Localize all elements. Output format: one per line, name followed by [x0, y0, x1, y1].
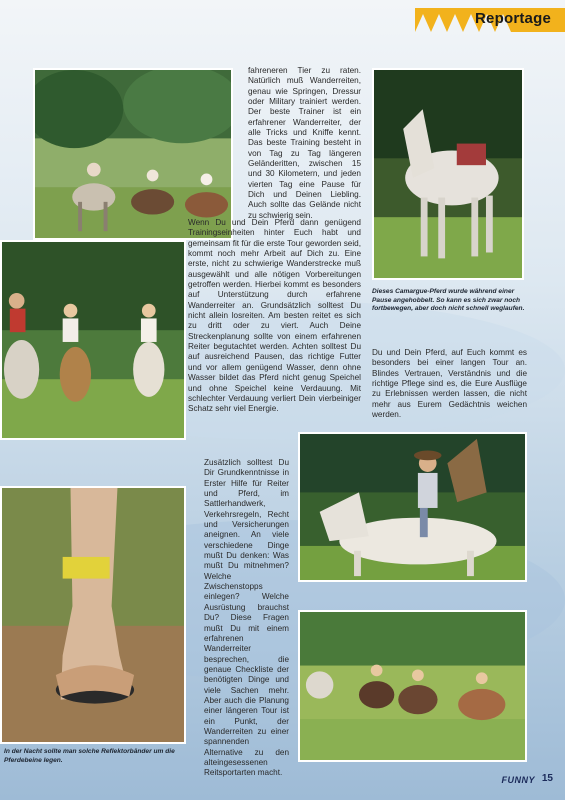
article-column-3: Zusätzlich solltest Du Dir Grundkenntnisse in Erster Hilfe für Reiter und Pferd, im Sattlerhandwerk, Verkehrsregeln, Recht und Versicherungen aneignen. An viele verschiedene Dinge mußt Du denken: Was mußt Du mitnehmen? Welche Zwischenstopps einlegen? Welche Ausrüstung brauchst Du? Diese Fragen mußt Du mit einem erfahrenen Wanderreiter besprechen, die genaue Checkliste der benötigten Dinge und viele Sachen mehr. Aber auch die Planung einer längeren Tour ist ein Punkt, der Wanderreiten zu einer spannenden Alternative zu den alteingesessenen Reitsportarten macht.: [204, 458, 289, 778]
photo-boy-on-horse: [298, 432, 527, 582]
photo-camargue-horse: [372, 68, 524, 280]
photo-riders-meadow: [298, 610, 527, 762]
article-column-right: Du und Dein Pferd, auf Euch kommt es besonders bei einer langen Tour an. Blindes Vertrauen, Verständnis und die richtige Pflege sind es, die Eure Ausflüge zu Erlebnissen werden lassen, die nicht mehr aus Eurem Gedächtnis weichen werden.: [372, 348, 527, 420]
section-label: Reportage: [475, 10, 551, 27]
photo-group-riders: [33, 68, 233, 240]
article-column-2: Wenn Du und Dein Pferd dann genügend Trainingseinheiten hinter Euch habt und gemeinsam fit für die erste Tour geworden seid, kommt noch mehr Arbeit auf Dich zu. Eine erste, nicht zu schwierige Wanderstrecke muß ausgewählt und alle nötigen Vorbereitungen getroffen werden. Hierbei kommt es besonders auf Unterstützung durch erfahrene Wanderreiter an. Grundsätzlich solltest Du nicht allein losreiten. Am besten reitet es sich zu dritt oder zu viert. Auch Deine Streckenplanung sollte von einem erfahrenen Reiter begutachtet werden. Achten solltest Du auf ausreichend Pausen, das richtige Futter und vor allem genügend Wasser, denn ohne Wasser bildet das Pferd nicht genug Speichel und ohne Speichel keine Verdauung. Mit schlechter Verdauung verliert Dein vierbeiniger Schatz sehr viel Energie.: [188, 218, 361, 414]
magazine-brand: FUNNY: [501, 775, 535, 785]
photo-hoof-reflector: [0, 486, 186, 744]
page-number: 15: [541, 773, 553, 784]
caption-camargue: Dieses Camargue-Pferd wurde während einer Pause angehobbelt. So kann es sich zwar noch fortbewegen, aber doch nicht schnell weglaufen.: [372, 288, 525, 313]
article-column-1: fahreneren Tier zu raten. Natürlich muß Wanderreiten, genau wie Springen, Dressur oder Military trainiert werden. Der beste Trainer ist ein erfahrener Wanderreiter, der alle Tricks und Kniffe kennt. Das beste Training besteht in von Tag zu Tag längeren Geländeritten, zwischen 15 und 30 Kilometern, und jeden vierten Tag eine Pause für Dich und Deinen Liebling. Auch sollte das Gelände nicht zu schwierig sein.: [248, 66, 361, 220]
caption-hoof: In der Nacht sollte man solche Reflektorbänder um die Pferdebeine legen.: [4, 748, 175, 764]
photo-three-riders: [0, 240, 186, 440]
